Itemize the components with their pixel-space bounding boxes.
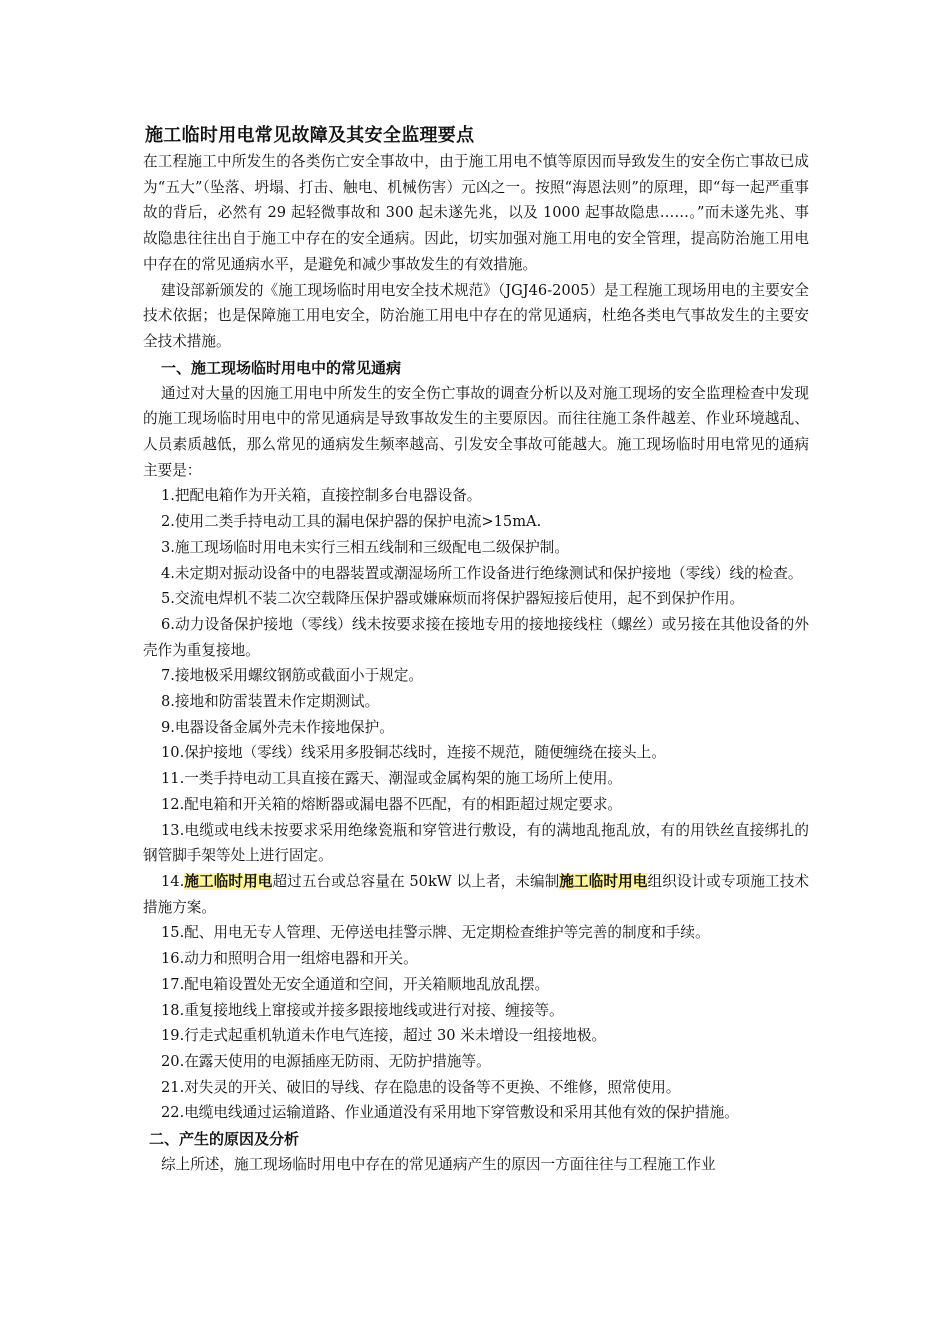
section-1-heading: 一、施工现场临时用电中的常见通病: [161, 358, 402, 377]
list-item-21: 21.对失灵的开关、破旧的导线、存在隐患的设备等不更换、不维修，照常使用。: [161, 1078, 681, 1096]
search-highlight: 施工临时用电: [559, 872, 648, 890]
list-item-8: 8.接地和防雷装置未作定期测试。: [161, 693, 380, 711]
list-item-11: 11.一类手持电动工具直接在露天、潮湿或金属构架的施工场所上使用。: [161, 770, 623, 788]
list-item-3: 3.施工现场临时用电未实行三相五线制和三级配电二级保护制。: [161, 538, 569, 556]
list-item-14-text-end: 组织设计或专项施工技术措施方案。: [143, 872, 809, 916]
list-item-10: 10.保护接地（零线）线采用多股铜芯线时，连接不规范，随便缠绕在接头上。: [161, 744, 666, 762]
list-item-17: 17.配电箱设置处无安全通道和空间，开关箱顺地乱放乱摆。: [161, 975, 550, 993]
list-item-12: 12.配电箱和开关箱的熔断器或漏电器不匹配，有的相距超过规定要求。: [161, 795, 623, 813]
list-item-4: 4.未定期对振动设备中的电器装置或潮湿场所工作设备进行绝缘测试和保护接地（零线）线的检查。: [161, 564, 803, 582]
list-item-14: [143, 869, 809, 920]
document-title: 施工临时用电常见故障及其安全监理要点: [145, 125, 475, 146]
list-item-5: 5.交流电焊机不装二次空载降压保护器或嫌麻烦而将保护器短接后使用，起不到保护作用。: [161, 590, 745, 608]
list-item-15: 15.配、用电无专人管理、无停送电挂警示牌、无定期检查维护等完善的制度和手续。: [161, 924, 710, 942]
list-item-6: 6.动力设备保护接地（零线）线未按要求接在接地专用的接地接线柱（螺丝）或另接在其他设备的外壳作为重复接地。: [143, 615, 809, 659]
list-item-9: 9.电器设备金属外壳未作接地保护。: [161, 718, 394, 736]
list-item-13: 13.电缆或电线未按要求采用绝缘瓷瓶和穿管进行敷设，有的满地乱拖乱放，有的用铁丝直接绑扎的钢管脚手架等处上进行固定。: [143, 821, 809, 865]
section-2-paragraph: 综上所述，施工现场临时用电中存在的常见通病产生的原因一方面往往与工程施工作业: [161, 1156, 716, 1174]
list-item-22: 22.电缆电线通过运输道路、作业通道没有采用地下穿管敷设和采用其他有效的保护措施。: [161, 1104, 739, 1122]
section-2-heading: 二、产生的原因及分析: [149, 1130, 300, 1149]
list-item-2: 2.使用二类手持电动工具的漏电保护器的保护电流>15mA.: [161, 513, 542, 531]
list-item-19: 19.行走式起重机轨道未作电气连接，超过 30 米未增设一组接地极。: [161, 1027, 607, 1045]
intro-paragraph-2: 建设部新颁发的《施工现场临时用电安全技术规范》（JGJ46-2005）是工程施工现场用电的主要安全技术依据；也是保障施工用电安全，防治施工用电中存在的常见通病，杜绝各类电气事故发生的主要安全技术措施。: [143, 281, 809, 350]
document-body: [143, 123, 809, 1178]
list-item-1: 1.把配电箱作为开关箱，直接控制多台电器设备。: [161, 487, 482, 505]
search-highlight: 施工临时用电: [184, 872, 273, 890]
list-item-7: 7.接地极采用螺纹钢筋或截面小于规定。: [161, 667, 424, 685]
list-item-14-text: 超过五台或总容量在 50kW 以上者，未编制: [272, 872, 560, 890]
section-1-intro: 通过对大量的因施工用电中所发生的安全伤亡事故的调查分析以及对施工现场的安全监理检查中发现的施工现场临时用电中的常见通病是导致事故发生的主要原因。而往往施工条件越差、作业环境越乱、人员素质越低，那么常见的通病发生频率越高、引发安全事故可能越大。施工现场临时用电常见的通病主要是：: [143, 384, 809, 479]
list-item-18: 18.重复接地线上窜接或并接多跟接地线或进行对接、缠接等。: [161, 1001, 564, 1019]
list-item-20: 20.在露天使用的电源插座无防雨、无防护措施等。: [161, 1052, 491, 1070]
intro-paragraph-1: 在工程施工中所发生的各类伤亡安全事故中，由于施工用电不慎等原因而导致发生的安全伤亡事故已成为“五大”（坠落、坍塌、打击、触电、机械伤害）元凶之一。按照“海恩法则”的原理，即“每一起严重事故的背后，必然有 29 起轻微事故和 300 起未遂先兆，以及 1000 起事故隐患……。”而未遂先兆、事故隐患往往出自于施工中存在的安全通病。因此，切实加强对施工用电的安全管理，提高防治施工用电中存在的常见通病水平，是避免和减少事故发生的有效措施。: [143, 153, 809, 273]
list-item-14-number: 14.: [161, 872, 185, 890]
list-item-16: 16.动力和照明合用一组熔电器和开关。: [161, 950, 418, 968]
